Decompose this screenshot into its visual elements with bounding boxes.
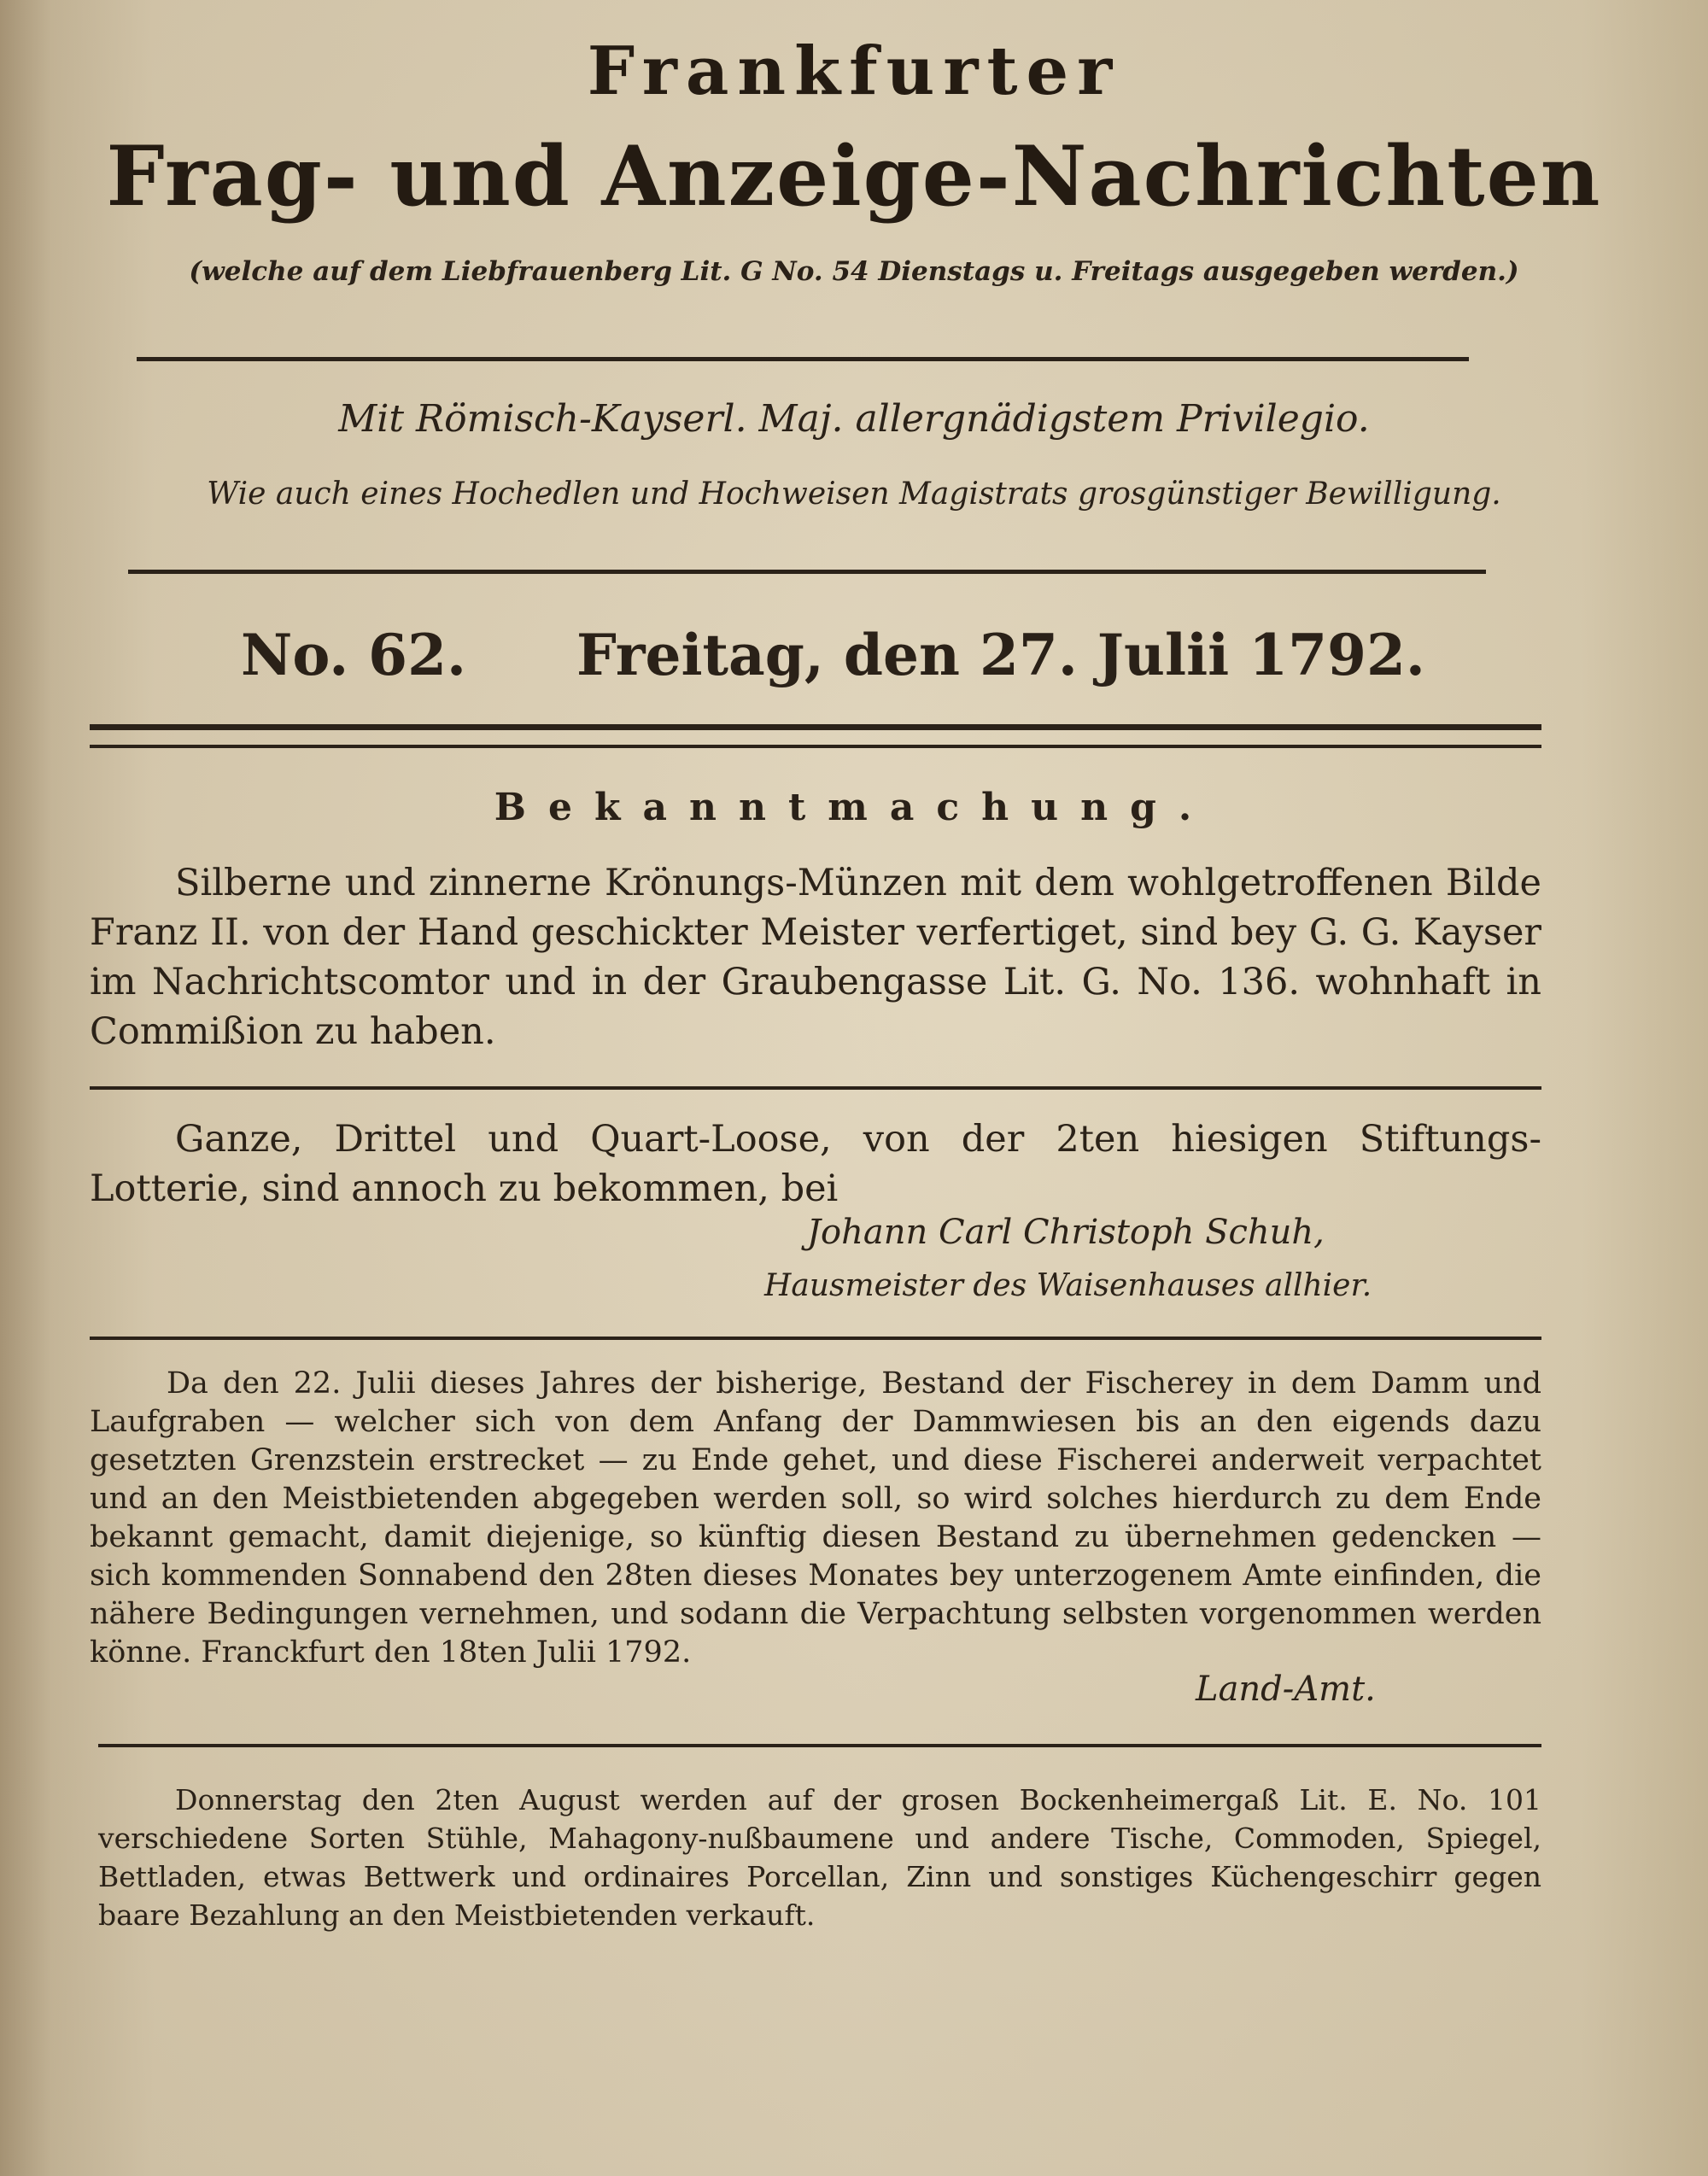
notice-3-signature: Land-Amt. — [1196, 1670, 1376, 1709]
notice-divider-3 — [98, 1744, 1541, 1747]
masthead-title-line1: Frankfurter — [587, 32, 1121, 110]
notice-3-text: Da den 22. Julii dieses Jahres der bisherige, Bestand der Fischerey in dem Damm und Laufgraben — welcher sich von dem Anfang der Dammwiesen bis an den eigends dazu gesetzten Grenzstein erstrecket — zu Ende gehet, und diese Fischerei anderweit verpachtet und an den Meistbietenden abgegeben werden soll, so wird solches hierdurch zu dem Ende bekannt gemacht, damit diejenige, so künftig diesen Bestand zu übernehmen gedencken — sich kommenden Sonnabend den 28ten dieses Monates bey unterzogenem Amte einfinden, die nähere Bedingungen vernehmen, und sodann die Verpachtung selbsten vorgenommen werden könne. Franckfurt den 18ten Julii 1792. — [90, 1366, 1541, 1670]
masthead-title-line2: Frag- und Anzeige-Nachrichten — [106, 128, 1602, 225]
privilege-line-2: Wie auch eines Hochedlen und Hochweisen Magistrats grosgünstiger Bewilligung. — [207, 477, 1501, 512]
privilege-line-1: Mit Römisch-Kayserl. Maj. allergnädigstem Privilegio. — [338, 397, 1370, 441]
notice-1-text: Silberne und zinnerne Krönungs-Münzen mit dem wohlgetroffenen Bilde Franz II. von der Hand geschickter Meister verfertiget, sind bey G. G. Kayser im Nachrichtscomtor und in der Graubengasse Lit. G. No. 136. wohnhaft in Commißion zu haben. — [90, 862, 1541, 1053]
issue-divider-thick — [90, 724, 1541, 730]
masthead-divider-2 — [128, 570, 1486, 574]
masthead-divider-1 — [137, 357, 1469, 361]
notice-divider-2 — [90, 1337, 1541, 1340]
issue-divider-thin — [90, 745, 1541, 748]
issue-number: No. 62. — [241, 622, 466, 688]
notice-4-text: Donnerstag den 2ten August werden auf der grosen Bockenheimergaß Lit. E. No. 101 verschiedene Sorten Stühle, Mahagony-nußbaumene und andere Tische, Commoden, Spiegel, Bettladen, etwas Bettwerk und ordinaires Porcellan, Zinn und sonstiges Küchengeschirr gegen baare Bezahlung an den Meistbietenden verkauft. — [98, 1783, 1541, 1932]
notice-2-signature-name: Johann Carl Christoph Schuh, — [807, 1213, 1325, 1252]
notice-2-signature-title: Hausmeister des Waisenhauses allhier. — [764, 1268, 1372, 1303]
notice-divider-1 — [90, 1086, 1541, 1090]
notice-heading: Bekanntmachung. — [494, 786, 1214, 829]
masthead-subtitle: (welche auf dem Liebfrauenberg Lit. G No. 54 Dienstags u. Freitags ausgegeben werden.) — [189, 256, 1519, 287]
notice-2-text: Ganze, Drittel und Quart-Loose, von der 2ten hiesigen Stiftungs-Lotterie, sind annoch zu bekommen, bei — [90, 1118, 1541, 1210]
issue-date: Freitag, den 27. Julii 1792. — [576, 622, 1425, 688]
